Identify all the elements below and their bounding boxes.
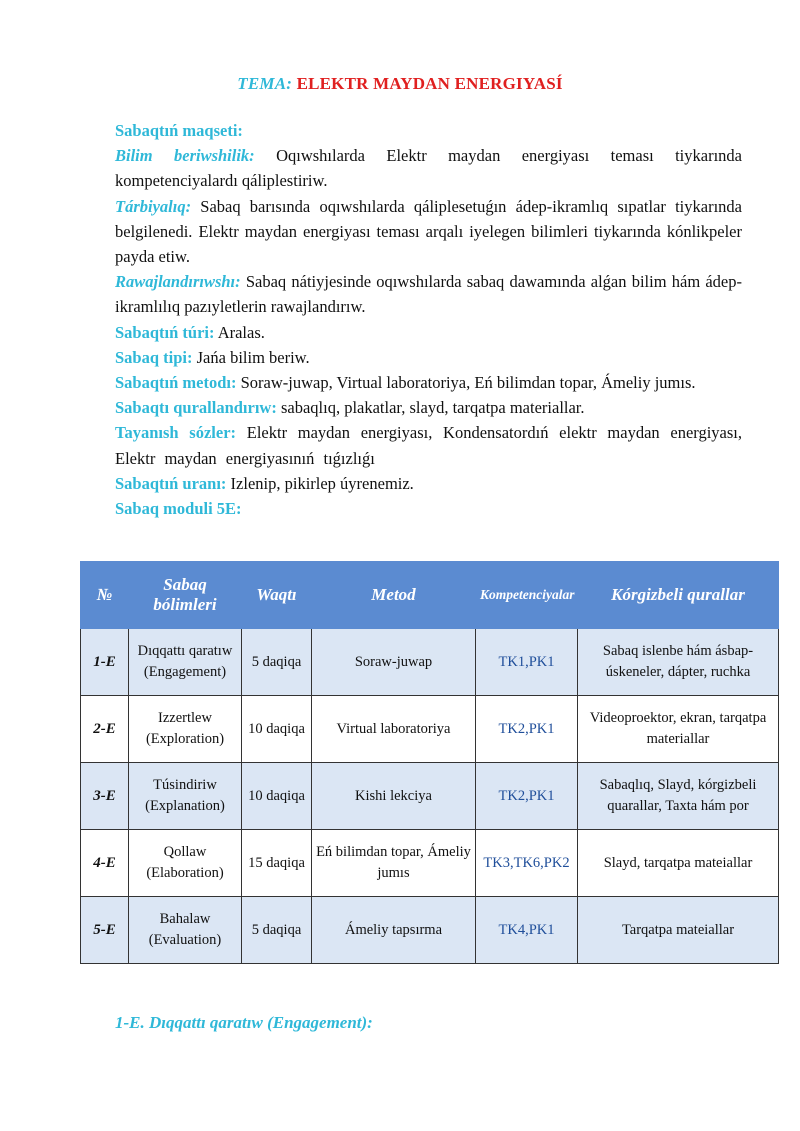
cell-metod: Virtual laboratoriya (312, 696, 476, 763)
goal-heading (115, 118, 742, 143)
table-row (81, 830, 779, 897)
table-row (81, 763, 779, 830)
section-heading: 1-E. Dıqqattı qaratıw (Engagement): (115, 1013, 373, 1032)
metod-text: Soraw-juwap, Virtual laboratoriya, Eń bilimdan topar, Ámeliy jumıs. (240, 373, 696, 393)
table-row (81, 629, 779, 696)
cell-no: 4-E (81, 830, 129, 897)
cell-kompetenciya: TK2,PK1 (476, 763, 578, 830)
cell-waqt: 5 daqiqa (242, 629, 312, 696)
rawaj-paragraph (115, 269, 742, 319)
urani-label: Sabaqtıń uranı: (115, 473, 227, 493)
metod-label: Sabaqtıń metodı: (115, 373, 237, 393)
turi-label: Sabaqtıń túri: (115, 322, 215, 342)
header-waqt: Waqtı (242, 562, 312, 629)
cell-waqt: 15 daqiqa (242, 830, 312, 897)
lesson-objectives (115, 118, 742, 521)
cell-qural: Slayd, tarqatpa mateiallar (578, 830, 779, 897)
tema-label: TEMA: (237, 74, 293, 93)
urani-text: Izlenip, pikirlep úyrenemiz. (230, 473, 414, 493)
cell-metod: Ámeliy tapsırma (312, 897, 476, 964)
urani-paragraph (115, 471, 742, 496)
modul-paragraph (115, 496, 742, 521)
cell-bolim: Bahalaw (Evaluation) (129, 897, 242, 964)
table-row (81, 897, 779, 964)
cell-no: 3-E (81, 763, 129, 830)
cell-bolim: Izzertlew (Exploration) (129, 696, 242, 763)
cell-no: 2-E (81, 696, 129, 763)
title-text: ELEKTR MAYDAN ENERGIYASÍ (296, 74, 563, 93)
tipi-paragraph (115, 345, 742, 370)
cell-waqt: 10 daqiqa (242, 763, 312, 830)
tarbiya-label: Tárbiyalıq: (115, 196, 192, 216)
cell-qural: Videoproektor, ekran, tarqatpa materiallar (578, 696, 779, 763)
header-number: № (81, 562, 129, 629)
header-kompetenciya: Kompetenciyalar (476, 562, 578, 629)
goal-heading-text: Sabaqtıń maqseti: (115, 121, 243, 140)
cell-metod: Eń bilimdan topar, Ámeliy jumıs (312, 830, 476, 897)
cell-no: 1-E (81, 629, 129, 696)
tayanish-text: Elektr maydan energiyası, Kondensatordıń elektr maydan energiyası, Elektr maydan energiyasınıń tıǵızlıǵı (115, 423, 743, 468)
cell-kompetenciya: TK3,TK6,PK2 (476, 830, 578, 897)
cell-waqt: 10 daqiqa (242, 696, 312, 763)
document-title (0, 74, 800, 94)
lesson-plan-table (80, 561, 779, 964)
tipi-label: Sabaq tipi: (115, 347, 193, 367)
cell-qural: Sabaq islenbe hám ásbap-úskeneler, dápter, ruchka (578, 629, 779, 696)
cell-no: 5-E (81, 897, 129, 964)
qural-paragraph (115, 395, 742, 420)
header-bolim: Sabaq bólimleri (129, 562, 242, 629)
bilim-label: Bilim beriwshilik: (115, 146, 255, 166)
header-qurallar: Kórgizbeli qurallar (578, 562, 779, 629)
tayanish-label: Tayanısh sózler: (115, 423, 237, 443)
cell-kompetenciya: TK4,PK1 (476, 897, 578, 964)
turi-paragraph (115, 320, 742, 345)
cell-bolim: Dıqqattı qaratıw (Engagement) (129, 629, 242, 696)
bilim-text: Oqıwshılarda Elektr maydan energiyası teması tiykarında kompetenciyalardı qáliplestiriw. (115, 146, 742, 191)
cell-qural: Sabaqlıq, Slayd, kórgizbeli quarallar, Taxta hám por (578, 763, 779, 830)
cell-waqt: 5 daqiqa (242, 897, 312, 964)
cell-kompetenciya: TK1,PK1 (476, 629, 578, 696)
metod-paragraph (115, 370, 742, 395)
bilim-paragraph (115, 143, 742, 193)
turi-text: Aralas. (217, 322, 265, 342)
tayanish-paragraph (115, 420, 742, 470)
cell-bolim: Qollaw (Elaboration) (129, 830, 242, 897)
tipi-text: Jańa bilim beriw. (196, 347, 310, 367)
table-header-row (81, 562, 779, 629)
qural-label: Sabaqtı qurallandırıw: (115, 398, 277, 418)
qural-text: sabaqlıq, plakatlar, slayd, tarqatpa materiallar. (280, 398, 585, 418)
cell-metod: Soraw-juwap (312, 629, 476, 696)
table-row (81, 696, 779, 763)
tarbiya-paragraph (115, 194, 742, 270)
modul-label: Sabaq moduli 5E: (115, 499, 242, 519)
tarbiya-text: Sabaq barısında oqıwshılarda qáliplesetuǵın ádep-ikramlıq sıpatlar tiykarında belgilenedi. Elektr maydan energiyası teması arqalı iyelegen bilimleri tiykarında kónlikpeler payda etiw. (115, 196, 742, 267)
cell-kompetenciya: TK2,PK1 (476, 696, 578, 763)
cell-metod: Kishi lekciya (312, 763, 476, 830)
rawaj-text: Sabaq nátiyjesinde oqıwshılarda sabaq dawamında alǵan bilim hám ádep-ikramlılıq pazıyletlerin rawajlandırıw. (115, 272, 742, 317)
rawaj-label: Rawajlandırıwshı: (115, 272, 241, 292)
cell-bolim: Túsindiriw (Explanation) (129, 763, 242, 830)
cell-qural: Tarqatpa mateiallar (578, 897, 779, 964)
header-metod: Metod (312, 562, 476, 629)
